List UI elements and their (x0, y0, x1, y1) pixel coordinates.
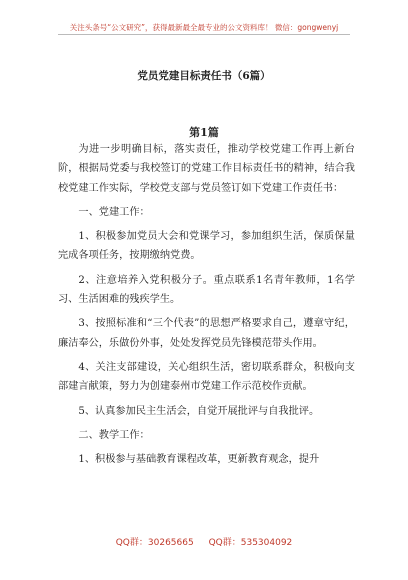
section-title: 第1篇 (189, 126, 219, 139)
document-title: 党员党建目标责任书（6篇） (137, 70, 271, 82)
paragraph: 5、认真参加民主生活会，自觉开展批评与自我批评。 (78, 405, 320, 417)
footer-qq-group-1: QQ群：30265665 (115, 538, 194, 548)
page-footer (0, 535, 408, 548)
header-divider (58, 34, 350, 35)
paragraph: 1、积极参加党员大会和党课学习，参加组织生活，保质保量完成各项任务，按期缴纳党费。 (58, 231, 355, 262)
paragraph: 1、积极参与基础教育课程改革，更新教育观念，提升 (78, 454, 320, 466)
paragraph: 4、关注支部建设，关心组织生活，密切联系群众，积极向支部建言献策，努力为创建泰州市党建工作示范校作贡献。 (58, 361, 355, 393)
paragraph: 2、注意培养入党积极分子。重点联系1名青年教师，1名学习、生活困难的残疾学生。 (58, 274, 355, 306)
document-body (58, 140, 355, 474)
paragraph: 为进一步明确目标，落实责任，推动学校党建工作再上新台阶，根据局党委与我校签订的党建工作目标责任书的精神，结合我校党建工作实际，学校党支部与党员签订如下党建工作责任书： (58, 144, 355, 194)
footer-qq-group-2: QQ群：535304092 (208, 538, 293, 548)
paragraph: 二、教学工作： (78, 429, 150, 441)
page-header: 关注头条号“公文研究”，获得最新最全最专业的公文资料库！ 微信：gongwenyj (69, 23, 339, 32)
paragraph: 3、按照标准和“三个代表”的思想严格要求自己，遵章守纪，廉洁奉公，乐做份外事，处处发挥党员先锋模范带头作用。 (58, 318, 355, 349)
paragraph: 一、党建工作： (78, 206, 150, 218)
